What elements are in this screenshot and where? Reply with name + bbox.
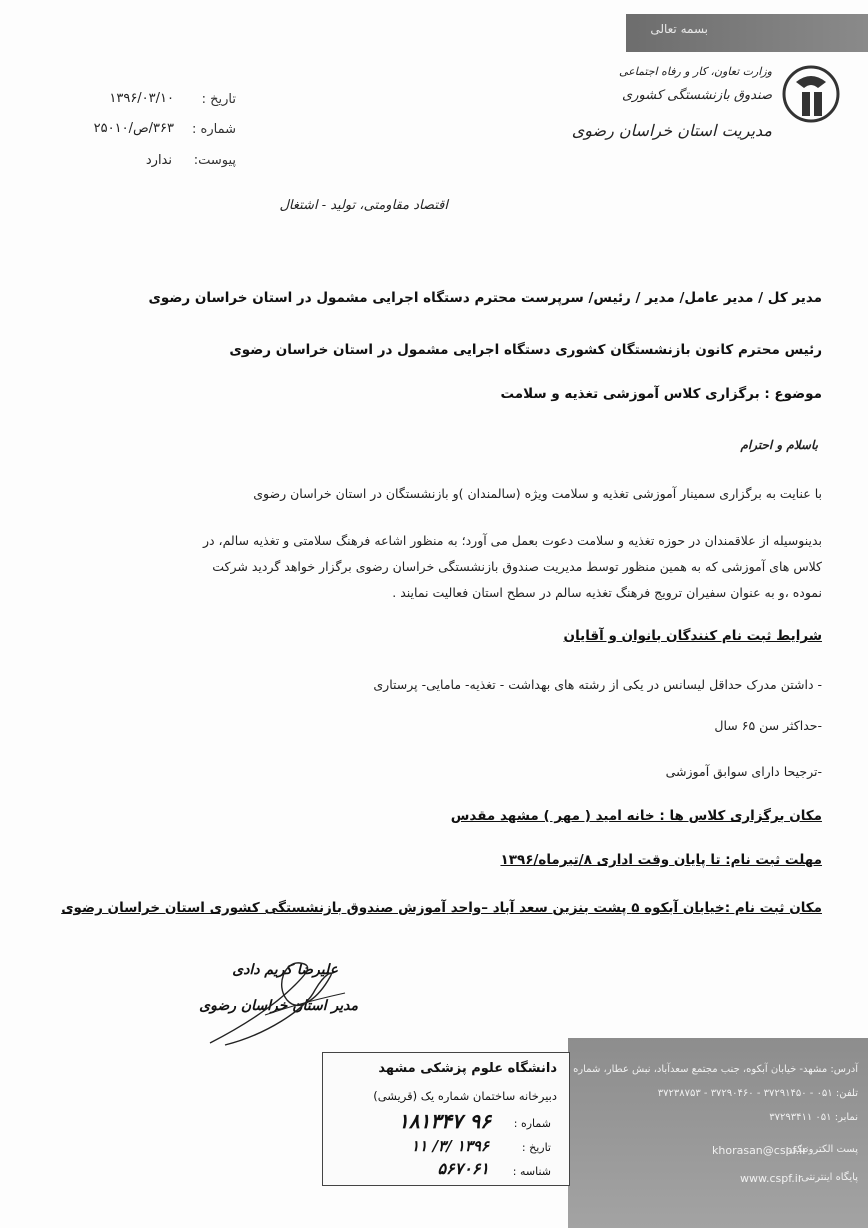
fund-logo-icon xyxy=(778,64,844,124)
condition-item-2: -حداکثر سن ۶۵ سال xyxy=(714,718,822,733)
footer-web-label: پایگاه اینترنتی: xyxy=(797,1172,858,1183)
ministry-name: وزارت تعاون، کار و رفاه اجتماعی xyxy=(618,65,772,78)
stamp-date-label: تاریخ : xyxy=(521,1141,551,1154)
addressee-line-2: رئیس محترم کانون بازنشستگان کشوری دستگاه اجرایی مشمول در استان خراسان رضوی xyxy=(229,342,822,358)
addressee-line-1: مدیر کل / مدیر عامل/ مدیر / رئیس/ سرپرست محترم دستگاه اجرایی مشمول در استان خراسان رضوی xyxy=(148,290,822,306)
stamp-date-value: ۱۳۹۶ /۳/ ۱۱ xyxy=(411,1137,489,1155)
received-stamp xyxy=(322,1052,570,1186)
office-name: مدیریت استان خراسان رضوی xyxy=(571,121,772,140)
number-label: شماره : xyxy=(192,122,236,137)
slogan: اقتصاد مقاومتی، تولید - اشتغال xyxy=(279,198,448,213)
subject-line: موضوع : برگزاری کلاس آموزشی تغذیه و سلامت xyxy=(500,386,822,402)
condition-item-1: - داشتن مدرک حداقل لیسانس در یکی از رشته های بهداشت - تغذیه- مامایی- پرستاری xyxy=(373,677,822,692)
stamp-title: دانشگاه علوم پزشکی مشهد xyxy=(378,1061,557,1076)
footer-website[interactable]: www.cspf.ir xyxy=(740,1172,803,1185)
paragraph-2-line-1: بدینوسیله از علاقمندان در حوزه تغذیه و سلامت دعوت بعمل می آورد؛ به منظور اشاعه فرهنگ سلامتی و تغذیه سالم، در xyxy=(202,533,822,548)
attachment-label: پیوست: xyxy=(193,153,236,168)
date-label: تاریخ : xyxy=(201,92,236,107)
class-location: مکان برگزاری کلاس ها : خانه امید ( مهر ) مشهد مقدس xyxy=(450,808,822,824)
conditions-title: شرایط ثبت نام کنندگان بانوان و آقایان xyxy=(563,628,822,644)
signer-name: علیرضا کریم دادی xyxy=(232,962,338,978)
paragraph-2 xyxy=(22,528,822,606)
registration-deadline: مهلت ثبت نام: تا پایان وقت اداری ۸/تیرماه/۱۳۹۶ xyxy=(500,852,822,868)
stamp-id-label: شناسه : xyxy=(512,1165,551,1178)
attachment-value: ندارد xyxy=(145,153,172,168)
stamp-subtitle: دبیرخانه ساختمان شماره یک (قریشی) xyxy=(373,1089,557,1103)
paragraph-1: با عنایت به برگزاری سمینار آموزشی تغذیه و سلامت ویژه (سالمندان )و بازنشستگان در استان خراسان رضوی xyxy=(253,486,822,501)
paragraph-2-line-2: کلاس های آموزشی که به همین منظور توسط مدیریت صندوق بازنشستگی خراسان رضوی برگزار خواهد گردید شرکت xyxy=(212,559,822,574)
signer-title: مدیر استان خراسان رضوی xyxy=(199,998,358,1014)
signature-scribble-icon xyxy=(205,955,355,1050)
footer-address: آدرس: مشهد- خیابان آبکوه، جنب مجتمع سعدآباد، نبش عطار، شماره xyxy=(573,1064,858,1075)
condition-item-3: -ترجیحا دارای سوابق آموزشی xyxy=(665,764,822,779)
org-heading xyxy=(572,64,772,142)
footer-phone: تلفن: ۰۵۱ - ۳۷۲۹۱۴۵۰ - ۳۷۲۹۰۴۶۰ - ۳۷۲۳۸۷۵۳ xyxy=(657,1088,858,1099)
footer-email-label: پست الکترونیکی: xyxy=(785,1144,858,1155)
registration-location: مکان ثبت نام :خیابان آبکوه ۵ پشت بنزین سعد آباد –واحد آموزش صندوق بازنشستگی کشوری استان خراسان رضوی xyxy=(61,900,822,916)
stamp-number-label: شماره : xyxy=(513,1117,551,1130)
paragraph-2-line-3: نموده ،و به عنوان سفیران ترویج فرهنگ تغذیه سالم در سطح استان فعالیت نمایند . xyxy=(392,585,822,600)
bismillah-text: بسمه تعالی xyxy=(650,22,708,36)
date-value: ۱۳۹۶/۰۳/۱۰ xyxy=(109,91,174,106)
greeting: باسلام و احترام xyxy=(740,438,818,452)
fund-name: صندوق بازنشستگی کشوری xyxy=(622,88,772,103)
number-value: ۳۶۳/ص/۲۵۰۱۰ xyxy=(93,121,174,136)
footer-fax: نمابر: ۰۵۱ ۳۷۲۹۳۴۱۱ xyxy=(769,1112,858,1123)
stamp-id-value: ۵۶۷۰۶۱ xyxy=(437,1159,489,1178)
footer-email[interactable]: khorasan@cspf.ir xyxy=(712,1144,807,1157)
stamp-number-value: ۹۶ ۱۸۱۳۴۷ xyxy=(398,1109,491,1133)
